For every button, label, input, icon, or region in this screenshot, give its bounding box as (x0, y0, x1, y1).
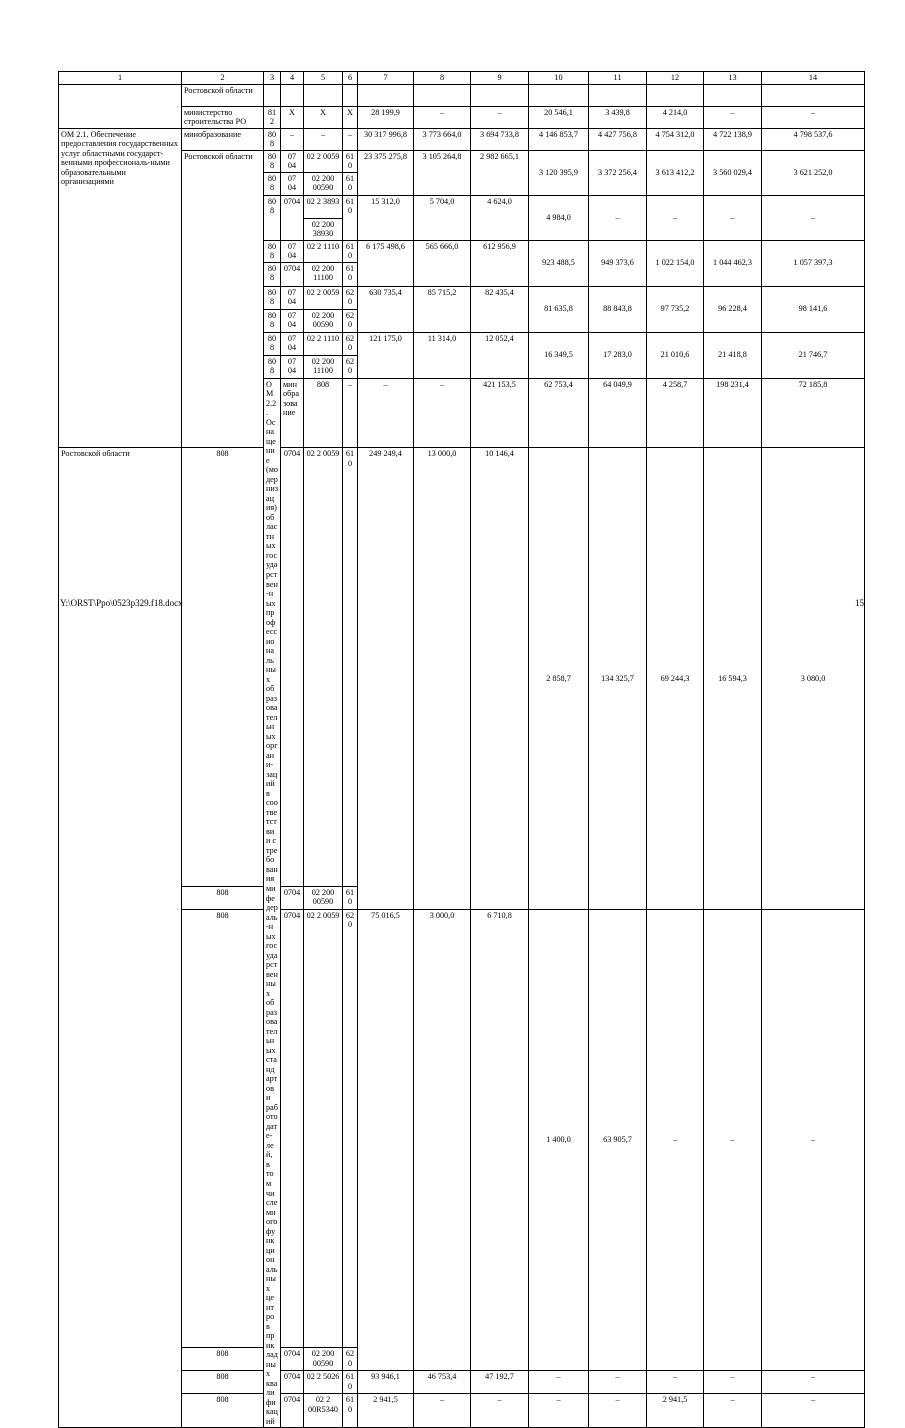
cell: 610 (343, 240, 358, 262)
cell: – (414, 106, 471, 128)
executor-cell: Ростовской области (182, 150, 264, 448)
cell: – (762, 1371, 865, 1394)
cell: 808 (264, 172, 281, 195)
cell: 11 314,0 (414, 332, 471, 378)
cell: 21 010,6 (647, 332, 704, 378)
cell: 610 (343, 448, 358, 887)
cell: 10 146,4 (471, 448, 529, 910)
cell: – (762, 1394, 865, 1428)
om21-title: ОМ 2.1. Обеспечение предоставления государственных услуг областными государст-венными профессиональ-ными образовательными организациями (59, 128, 182, 448)
cell: – (704, 1371, 762, 1394)
cell: 923 488,5 (529, 240, 589, 286)
cell: 808 (264, 240, 281, 262)
cell: – (471, 106, 529, 128)
cell: 421 153,5 (471, 378, 529, 448)
cell: 808 (182, 909, 264, 1348)
cell: 198 231,4 (704, 378, 762, 448)
cell: 4 798 537,6 (762, 128, 865, 150)
cell: 02 200 00590 (304, 309, 343, 332)
cell: 808 (264, 355, 281, 378)
cell: 2 858,7 (529, 448, 589, 910)
cell: – (471, 1394, 529, 1428)
cell: – (762, 909, 865, 1371)
cell: 07 04 (281, 240, 304, 262)
cell: – (414, 378, 471, 448)
col-header: 11 (589, 72, 647, 85)
cell: 2 941,5 (647, 1394, 704, 1428)
cell: 3 613 412,2 (647, 150, 704, 195)
col-header: 3 (264, 72, 281, 85)
cell: 2 941,5 (358, 1394, 414, 1428)
cell: 75 016,5 (358, 909, 414, 1371)
cell: 07 04 (281, 309, 304, 332)
cell: 3 080,0 (762, 448, 865, 910)
cell: 620 (343, 286, 358, 309)
cell: X (343, 106, 358, 128)
cell: 07 04 (281, 332, 304, 355)
cell: 02 2 5026 (304, 1371, 343, 1394)
cell: 612 956,9 (471, 240, 529, 286)
cell: 3 000,0 (414, 909, 471, 1371)
cell: 808 (264, 332, 281, 355)
cell: 16 349,5 (529, 332, 589, 378)
cell: 02 200 11100 (304, 262, 343, 286)
cell: – (704, 106, 762, 128)
file-path-footer: Y:\ORST\Ppo\0523p329.f18.docx (60, 598, 183, 608)
cell: – (589, 1394, 647, 1428)
cell: – (343, 378, 358, 448)
executor-cell: минобразование (281, 378, 304, 448)
cell: – (704, 1394, 762, 1428)
col-header: 1 (59, 72, 182, 85)
cell: 93 946,1 (358, 1371, 414, 1394)
cell: 64 049,9 (589, 378, 647, 448)
cell: 6 710,8 (471, 909, 529, 1371)
cell: 3 560 029,4 (704, 150, 762, 195)
budget-table-page (58, 71, 864, 1428)
col-header: 12 (647, 72, 704, 85)
cell: 808 (182, 886, 264, 909)
cell: – (529, 1394, 589, 1428)
col-header: 14 (762, 72, 865, 85)
cell: 808 (264, 150, 281, 172)
budget-table (58, 71, 865, 1428)
cell: 808 (182, 448, 264, 887)
cell: – (358, 378, 414, 448)
cell: 620 (343, 355, 358, 378)
cell: 3 439,8 (589, 106, 647, 128)
cell: 02 2 3893 (304, 195, 343, 218)
table-row (59, 448, 865, 887)
col-header: 8 (414, 72, 471, 85)
cell: 0704 (281, 1371, 304, 1394)
cell: 02 200 00590 (304, 1348, 343, 1371)
cell: 07 04 (281, 172, 304, 195)
om22-title: ОМ 2.2. Оснащение (модернизация) областных государствен-ных профессиональных образовательных органи-заций в соответствии с требованиями федераль-ных государственных образовательных стандартов и работодате-лей, в том числе многофункциональных центров прикладных квалификаций (264, 378, 281, 1428)
cell: 610 (343, 1394, 358, 1428)
cell: 610 (343, 150, 358, 172)
cell: 0704 (281, 195, 304, 240)
cell: 565 666,0 (414, 240, 471, 286)
cell: 02 2 1110 (304, 240, 343, 262)
executor-cell: Ростовской области (182, 84, 264, 106)
cell: – (281, 128, 304, 150)
cell: 62 753,4 (529, 378, 589, 448)
cell: 69 244,3 (647, 448, 704, 910)
cell: 4 754 312,0 (647, 128, 704, 150)
cell: 949 373,6 (589, 240, 647, 286)
executor-cell: минобразование (182, 128, 264, 150)
cell: 1 400,0 (529, 909, 589, 1371)
col-header: 2 (182, 72, 264, 85)
cell: 121 175,0 (358, 332, 414, 378)
cell: – (762, 195, 865, 240)
cell: 82 435,4 (471, 286, 529, 332)
cell: 4 722 138,9 (704, 128, 762, 150)
cell: 2 982 665,1 (471, 150, 529, 195)
cell: 07 04 (281, 150, 304, 172)
cell: 3 372 256,4 (589, 150, 647, 195)
cell: 4 427 756,8 (589, 128, 647, 150)
cell: X (281, 106, 304, 128)
cell: – (529, 1371, 589, 1394)
cell: 620 (343, 332, 358, 355)
cell: 812 (264, 106, 281, 128)
cell: 21 418,8 (704, 332, 762, 378)
cell: 23 375 275,8 (358, 150, 414, 195)
cell: 30 317 996,8 (358, 128, 414, 150)
cell: 249 249,4 (358, 448, 414, 910)
cell: 0704 (281, 1348, 304, 1371)
cell: 3 120 395,9 (529, 150, 589, 195)
cell: 16 594,3 (704, 448, 762, 910)
cell: 610 (343, 195, 358, 240)
cell: – (343, 128, 358, 150)
cell: 134 325,7 (589, 448, 647, 910)
cell: 3 694 733,8 (471, 128, 529, 150)
cell: 07 04 (281, 355, 304, 378)
cell: 808 (264, 128, 281, 150)
cell: 4 258,7 (647, 378, 704, 448)
col-header: 5 (304, 72, 343, 85)
cell: 6 175 498,6 (358, 240, 414, 286)
cell: – (647, 1371, 704, 1394)
header-row (59, 72, 865, 85)
cell: 0704 (281, 448, 304, 887)
cell: 02 2 00R5340 (304, 1394, 343, 1428)
cell: 63 905,7 (589, 909, 647, 1371)
cell: 4 214,0 (647, 106, 704, 128)
col-header: 4 (281, 72, 304, 85)
cell: 808 (264, 195, 281, 240)
cell: 02 2 0059 (304, 286, 343, 309)
cell: – (762, 106, 865, 128)
cell: 02 2 1110 (304, 332, 343, 355)
cell: 1 057 397,3 (762, 240, 865, 286)
cell: 630 735,4 (358, 286, 414, 332)
col-header: 10 (529, 72, 589, 85)
cell: 3 773 664,0 (414, 128, 471, 150)
cell: 620 (343, 909, 358, 1348)
cell: – (589, 1371, 647, 1394)
table-row (59, 84, 865, 106)
cell: X (304, 106, 343, 128)
cell: – (647, 195, 704, 240)
cell: 3 621 252,0 (762, 150, 865, 195)
cell: 13 000,0 (414, 448, 471, 910)
col-header: 7 (358, 72, 414, 85)
executor-cell: Ростовской области (59, 448, 182, 1428)
cell: 12 052,4 (471, 332, 529, 378)
cell: 620 (343, 1348, 358, 1371)
cell: 5 704,0 (414, 195, 471, 240)
cell: 15 312,0 (358, 195, 414, 240)
col-header: 6 (343, 72, 358, 85)
cell: 0704 (281, 886, 304, 909)
cell: – (304, 128, 343, 150)
cell: 1 044 462,3 (704, 240, 762, 286)
cell (59, 84, 182, 128)
cell: 02 200 11100 (304, 355, 343, 378)
cell: 85 715,2 (414, 286, 471, 332)
cell: 88 843,8 (589, 286, 647, 332)
cell: 07 04 (281, 286, 304, 309)
cell: 28 199,9 (358, 106, 414, 128)
cell: 4 146 853,7 (529, 128, 589, 150)
cell: 98 141,6 (762, 286, 865, 332)
cell: 610 (343, 886, 358, 909)
cell: 47 192,7 (471, 1371, 529, 1394)
cell: 46 753,4 (414, 1371, 471, 1394)
cell: 97 735,2 (647, 286, 704, 332)
page-number: 15 (855, 598, 864, 608)
cell: 02 2 0059 (304, 909, 343, 1348)
cell: 3 105 264,8 (414, 150, 471, 195)
cell: 4 624,0 (471, 195, 529, 240)
cell: 808 (182, 1394, 264, 1428)
cell: 21 746,7 (762, 332, 865, 378)
table-row (59, 128, 865, 150)
cell: – (704, 909, 762, 1371)
cell: 610 (343, 1371, 358, 1394)
cell: 808 (182, 1371, 264, 1394)
cell: 02 2 0059 (304, 448, 343, 887)
cell: 808 (264, 262, 281, 286)
cell: 17 283,0 (589, 332, 647, 378)
cell: 81 635,8 (529, 286, 589, 332)
executor-cell: министерство строительства РО (182, 106, 264, 128)
cell: 808 (264, 286, 281, 309)
cell: 20 546,1 (529, 106, 589, 128)
cell: 4 984,0 (529, 195, 589, 240)
cell: 02 200 38930 (304, 218, 343, 240)
cell: 808 (264, 309, 281, 332)
cell: – (414, 1394, 471, 1428)
col-header: 13 (704, 72, 762, 85)
cell: 02 2 0059 (304, 150, 343, 172)
cell: – (647, 909, 704, 1371)
cell: 808 (304, 378, 343, 448)
cell: 96 228,4 (704, 286, 762, 332)
cell: 620 (343, 309, 358, 332)
cell: 0704 (281, 909, 304, 1348)
cell: 72 185,8 (762, 378, 865, 448)
col-header: 9 (471, 72, 529, 85)
cell: 0704 (281, 1394, 304, 1428)
cell: 0704 (281, 262, 304, 286)
cell: – (704, 195, 762, 240)
cell: 02 200 00590 (304, 886, 343, 909)
cell: 02 200 00590 (304, 172, 343, 195)
cell: 1 022 154,0 (647, 240, 704, 286)
cell: – (589, 195, 647, 240)
cell: 808 (182, 1348, 264, 1371)
cell: 610 (343, 172, 358, 195)
cell: 610 (343, 262, 358, 286)
